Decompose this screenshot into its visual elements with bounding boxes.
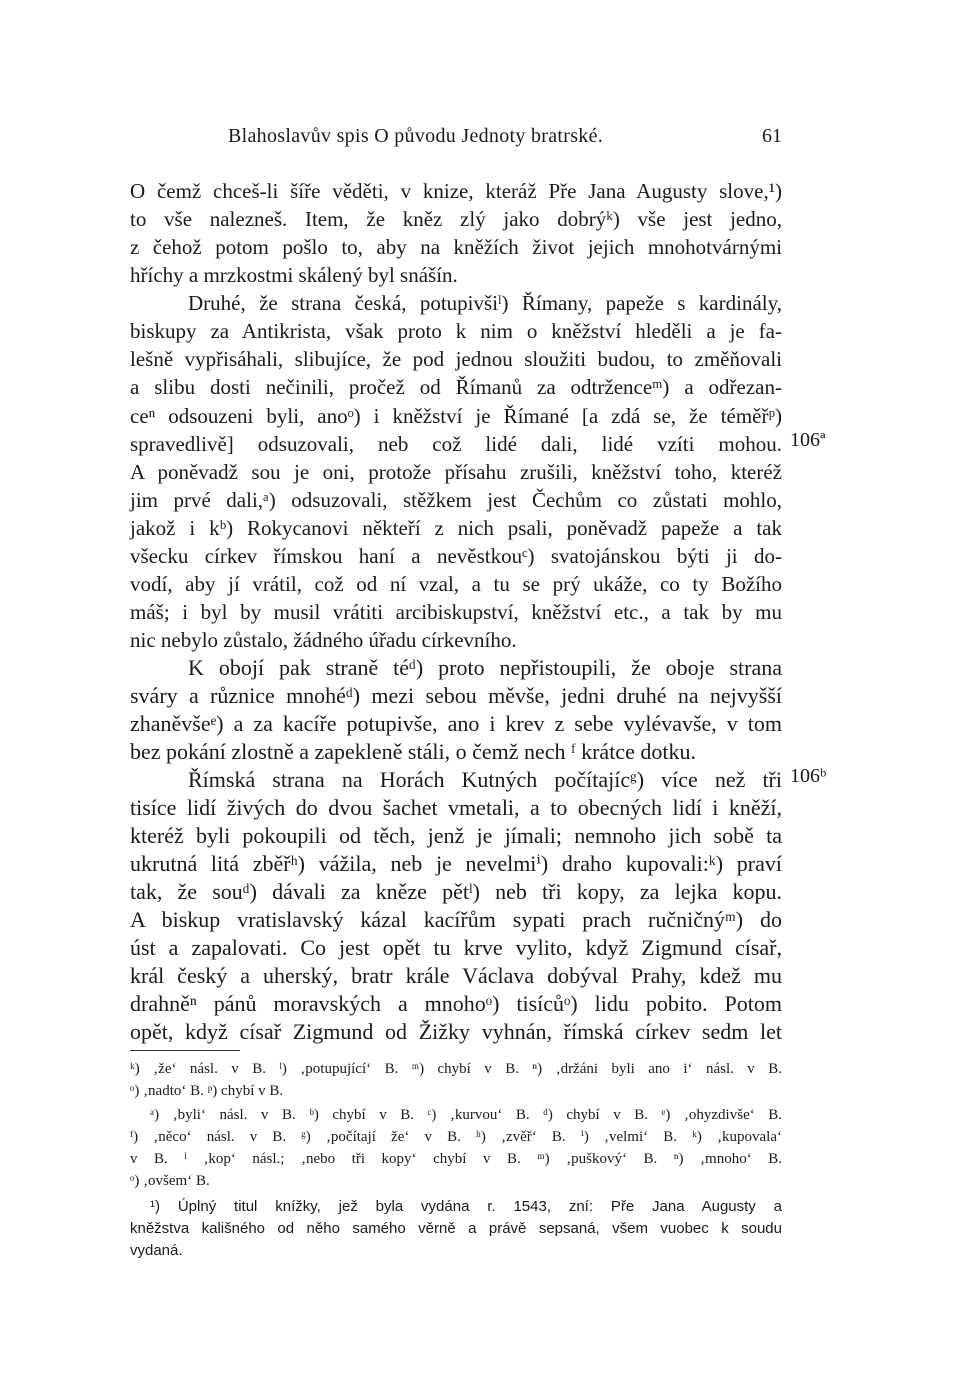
body-line: drahněⁿ pánů moravských a mnohoᵒ) tisícůᵒ) lidu pobito. Potom	[130, 991, 782, 1016]
body-line: Římská strana na Horách Kutných počítajícᵍ) více než tři	[188, 767, 782, 792]
footnote-line: ¹) Úplný titul knížky, jež byla vydána r. 1543, zní: Pře Jana Augusty a	[150, 1198, 782, 1215]
body-line: úst a zapalovati. Co jest opět tu krve vylito, když Zigmund císař,	[130, 935, 782, 960]
body-line: ceⁿ odsouzeni byli, anoᵒ) i kněžství je Římané [a zdá se, že téměřᵖ)	[130, 404, 782, 428]
body-line: jakož i kᵇ) Rokycanovi někteří z nich psali, poněvadž papeže a tak	[130, 516, 782, 540]
body-line: ukrutná litá zběřʰ) vážila, neb je nevelmiⁱ) draho kupovali:ᵏ) praví	[130, 851, 782, 876]
footnote-line: ᵒ) ‚ovšem‘ B.	[130, 1173, 210, 1189]
footnote-line: ᵏ) ‚že‘ násl. v B. ˡ) ‚potupující‘ B. ᵐ) chybí v B. ⁿ) ‚držáni byli ano i‘ násl. v B.	[130, 1061, 782, 1077]
body-line: král český a uherský, bratr krále Václava dobýval Prahy, kdež mu	[130, 963, 782, 988]
body-line: tisíce lidí živých do dvou šachet vmetali, a to obecných lidí i kněží,	[130, 795, 782, 820]
body-line: jim prvé dali,ᵃ) odsuzovali, stěžkem jest Čechům co zůstati mohlo,	[130, 488, 782, 512]
body-line: A biskup vratislavský kázal kacířům sypati prach ručničnýᵐ) do	[130, 907, 782, 932]
body-line: Druhé, že strana česká, potupivšiˡ) Římany, papeže s kardinály,	[188, 291, 782, 315]
body-line: tak, že souᵈ) dávali za kněze pětˡ) neb tři kopy, za lejka kopu.	[130, 879, 782, 904]
footnote-line: kněžstva kališného od něho samého věrně a právě sepsaná, všem vuobec k soudu	[130, 1220, 782, 1237]
body-line: všecku církev římskou haní a nevěstkouᶜ) svatojánskou býti ji do-	[130, 544, 782, 568]
body-line: biskupy za Antikrista, však proto k nim o kněžství hleděli a je fa-	[130, 319, 782, 343]
body-line: hříchy a mrzkostmi skálený byl snášín.	[130, 263, 458, 287]
footnote-line: ᵒ) ‚nadto‘ B. ᵖ) chybí v B.	[130, 1083, 284, 1099]
body-line: spravedlivě] odsuzovali, neb což lidé dali, lidé vzíti mohou.	[130, 432, 782, 456]
body-line: máš; i byl by musil vrátiti arcibiskupství, kněžství etc., a tak by mu	[130, 600, 782, 624]
body-line: sváry a různice mnohéᵈ) mezi sebou měvše, jedni druhé na nejvyšší	[130, 683, 782, 708]
running-header	[130, 125, 782, 155]
footnote-line: v B. ˡ ‚kop‘ násl.; ‚nebo tři kopy‘ chybí v B. ᵐ) ‚puškový‘ B. ⁿ) ‚mnoho‘ B.	[130, 1151, 782, 1167]
body-line: a slibu dosti nečinili, pročež od Římanů za odtrženceᵐ) a odřezan-	[130, 375, 782, 399]
body-line: kteréž byli pokoupili od těch, jenž je jímali; nemnoho jich sobě ta	[130, 823, 782, 848]
page-number: 61	[762, 125, 782, 147]
running-title: Blahoslavův spis O původu Jednoty bratrské.	[228, 125, 604, 147]
body-line: nic nebylo zůstalo, žádného úřadu církevního.	[130, 628, 517, 652]
body-line: O čemž chceš-li šíře věděti, v knize, kteráž Pře Jana Augusty slove,¹)	[130, 179, 782, 203]
margin-folio-106b: 106ᵇ	[790, 765, 827, 787]
body-line: bez pokání zlostně a zapekleně stáli, o čemž nech ᶠ krátce dotku.	[130, 739, 696, 764]
body-line: vodí, aby jí vrátil, což od ní vzal, a tu se prý ukáže, co ty Božího	[130, 572, 782, 596]
body-line: K obojí pak straně téᵈ) proto nepřistoupili, že oboje strana	[188, 655, 782, 680]
footnote-line: ᵃ) ‚byli‘ násl. v B. ᵇ) chybí v B. ᶜ) ‚kurvou‘ B. ᵈ) chybí v B. ᵉ) ‚ohyzdivše‘ B.	[150, 1107, 782, 1123]
footnote-rule	[130, 1050, 240, 1051]
body-line: A poněvadž sou je oni, protože přísahu zrušili, kněžství toho, kteréž	[130, 460, 782, 484]
body-line: opět, když císař Zigmund od Žižky vyhnán, římská církev sedm let	[130, 1019, 782, 1044]
body-line: z čehož potom pošlo to, aby na kněžích život jejich mnohotvárnými	[130, 235, 782, 259]
body-line: lešně vypřisáhali, slibujíce, že pod jednou sloužiti budou, to změňovali	[130, 347, 782, 371]
margin-folio-106a: 106ª	[790, 429, 826, 451]
body-line: zhaněvšeᵉ) a za kacíře potupivše, ano i krev z sebe vylévavše, v tom	[130, 711, 782, 736]
body-line: to vše nalezneš. Item, že kněz zlý jako dobrýᵏ) vše jest jedno,	[130, 207, 782, 231]
footnote-line: vydaná.	[130, 1242, 183, 1259]
footnote-line: ᶠ) ‚něco‘ násl. v B. ᵍ) ‚počítají že‘ v B. ʰ) ‚zvěř‘ B. ⁱ) ‚velmi‘ B. ᵏ) ‚kupovala‘	[130, 1129, 782, 1145]
